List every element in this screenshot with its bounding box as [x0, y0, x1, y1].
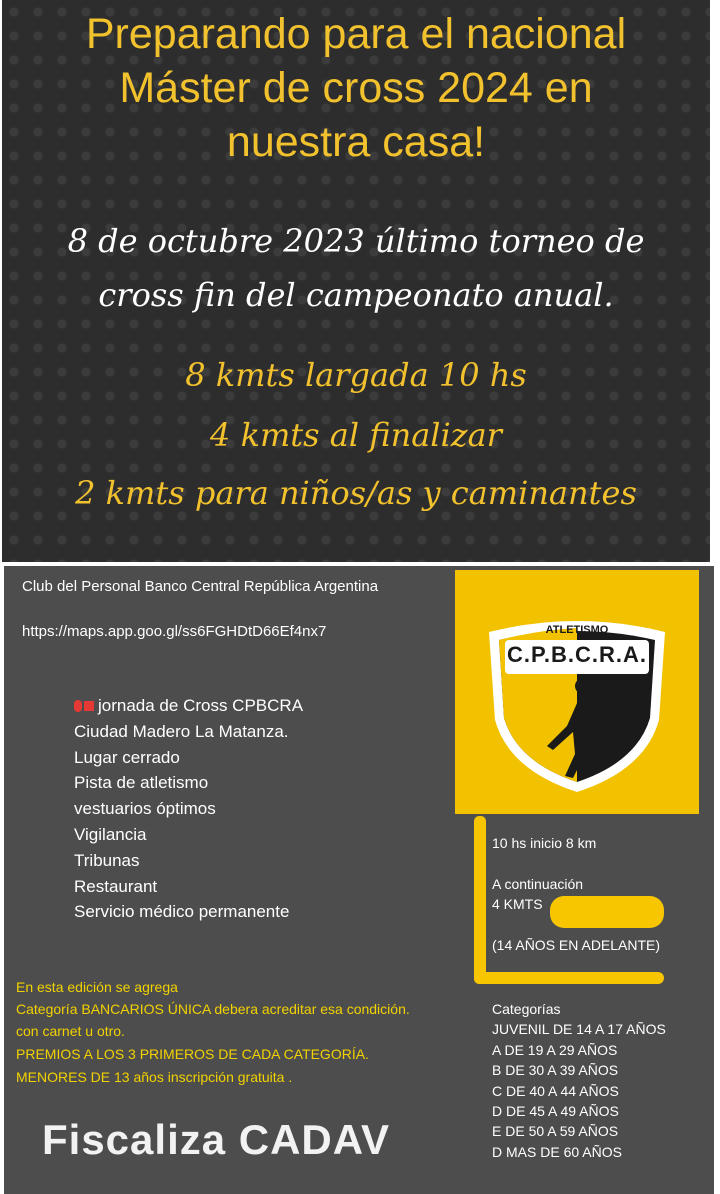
headline-line-3: nuestra casa!: [226, 118, 486, 166]
list-item: C DE 40 A 44 AÑOS: [492, 1082, 619, 1099]
list-item: A DE 19 A 29 AÑOS: [492, 1041, 618, 1058]
schedule-age-note: (14 AÑOS EN ADELANTE): [492, 937, 661, 953]
announcement-banner: [2, 0, 710, 562]
event-flyer: [4, 566, 714, 1194]
distance-4km: 4 kmts al finalizar: [210, 416, 502, 454]
club-name: Club del Personal Banco Central República Argentina: [22, 578, 379, 595]
headline-line-2: Máster de cross 2024 en: [119, 64, 593, 112]
edition-note: En esta edición se agrega: [16, 979, 178, 995]
date-line-2: cross fin del campeonato anual.: [98, 276, 614, 314]
schedule-start: 10 hs inicio 8 km: [492, 835, 597, 851]
club-logo: [455, 570, 699, 814]
list-item: Servicio médico permanente: [74, 902, 290, 922]
fiscaliza-label: Fiscaliza CADAV: [42, 1116, 390, 1163]
list-item: Ciudad Madero La Matanza.: [74, 721, 289, 741]
list-item: Pista de atletismo: [74, 773, 209, 793]
fire-emoji-icon: [74, 700, 82, 712]
list-item: D MAS DE 60 AÑOS: [492, 1143, 622, 1160]
list-item: Tribunas: [74, 850, 140, 870]
logo-top-text: ATLETISMO: [545, 624, 609, 636]
edition-note: PREMIOS A LOS 3 PRIMEROS DE CADA CATEGORÍA.: [16, 1046, 369, 1062]
headline-line-1: Preparando para el nacional: [85, 10, 627, 58]
list-item: D DE 45 A 49 AÑOS: [492, 1103, 619, 1120]
highlight-redaction: [550, 896, 664, 928]
list-item: jornada de Cross CPBCRA: [74, 693, 303, 719]
list-item: vestuarios óptimos: [74, 799, 216, 819]
features-list: [74, 693, 303, 925]
red-square-emoji-icon: [84, 701, 94, 711]
edition-note: MENORES DE 13 años inscripción gratuita .: [16, 1069, 293, 1085]
list-item: B DE 30 A 39 AÑOS: [492, 1062, 619, 1079]
distance-8km: 8 kmts largada 10 hs: [185, 356, 527, 394]
distance-2km: 2 kmts para niños/as y caminantes: [75, 474, 637, 512]
list-item: Lugar cerrado: [74, 747, 180, 767]
highlight-bar: [474, 972, 664, 984]
date-line-1: 8 de octubre 2023 último torneo de: [67, 222, 645, 260]
categories-title: Categorías: [492, 1001, 561, 1017]
highlight-bar: [474, 816, 486, 984]
list-item: Vigilancia: [74, 824, 147, 844]
list-item: E DE 50 A 59 AÑOS: [492, 1123, 619, 1140]
edition-note: Categoría BANCARIOS ÚNICA debera acreditar esa condición.: [16, 1001, 410, 1017]
edition-note: con carnet u otro.: [16, 1023, 125, 1039]
schedule-continuation: A continuación: [492, 876, 584, 892]
shield-logo-icon: [455, 570, 699, 814]
categories-list: [492, 999, 666, 1162]
schedule-second-race: 4 KMTS: [492, 896, 543, 912]
list-item: Restaurant: [74, 876, 158, 896]
maps-link[interactable]: https://maps.app.goo.gl/ss6FGHDtD66Ef4nx7: [22, 623, 327, 640]
logo-club-text: C.P.B.C.R.A.: [507, 642, 647, 667]
list-item: JUVENIL DE 14 A 17 AÑOS: [492, 1021, 666, 1038]
